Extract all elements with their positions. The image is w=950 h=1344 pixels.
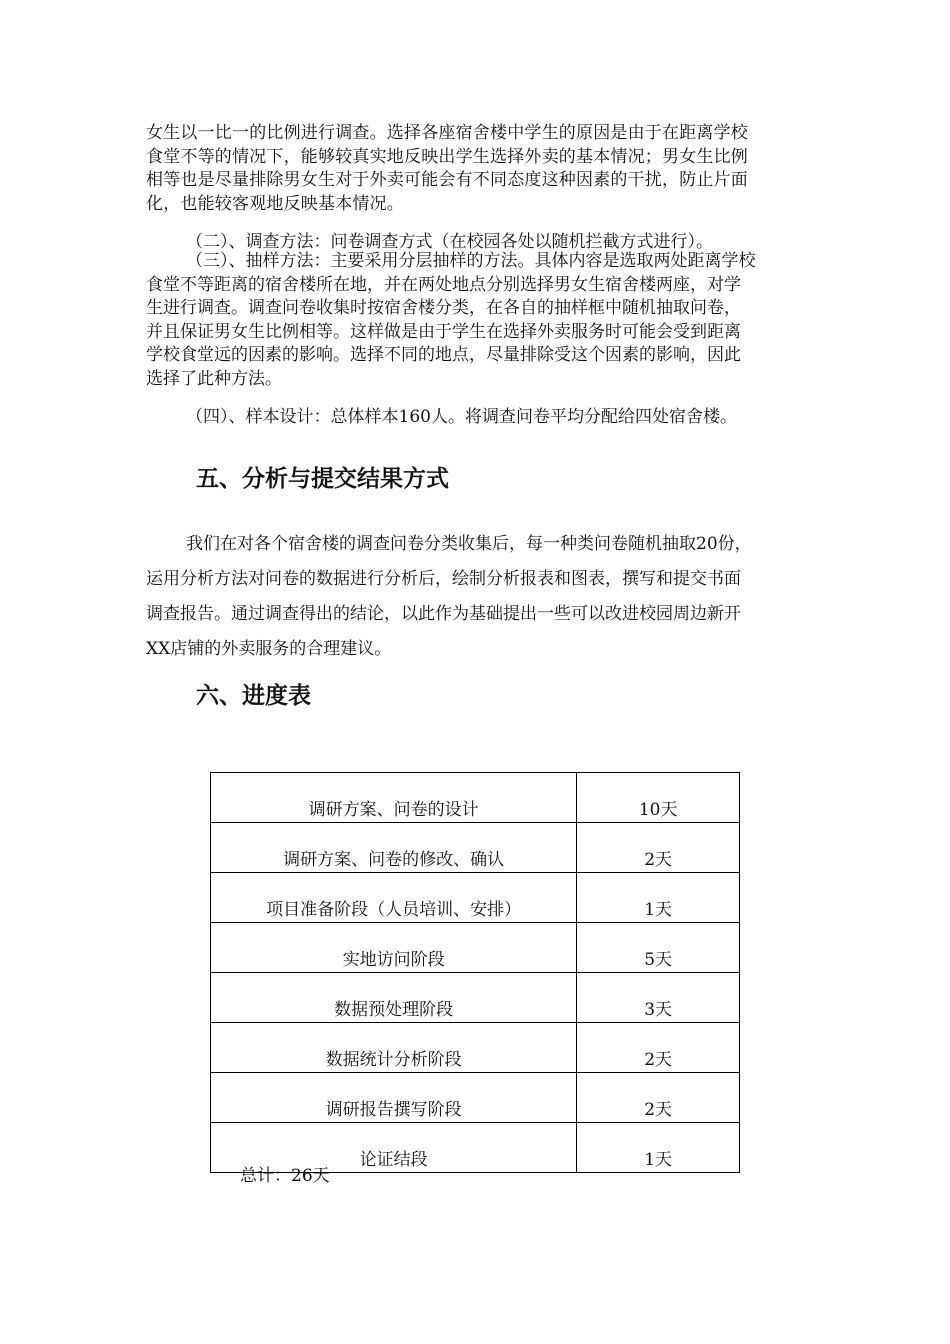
- duration-cell: 10天: [577, 773, 740, 823]
- task-cell: 论证结段: [211, 1123, 577, 1173]
- text-line: XX店铺的外卖服务的合理建议。: [146, 639, 392, 659]
- duration-cell: 3天: [577, 973, 740, 1023]
- task-cell: 调研方案、问卷的设计: [211, 773, 577, 823]
- text-line: 选择了此种方法。: [146, 368, 282, 389]
- task-cell: 项目准备阶段（人员培训、安排）: [211, 873, 577, 923]
- table-row: [211, 823, 740, 873]
- text-line: 生进行调查。调查问卷收集时按宿舍楼分类，在各自的抽样框中随机抽取问卷，: [146, 298, 741, 319]
- table-row: [211, 1073, 740, 1123]
- text-line: 并且保证男女生比例相等。这样做是由于学生在选择外卖服务时可能会受到距离: [146, 321, 741, 342]
- table-row: [211, 773, 740, 823]
- text-line: 我们在对各个宿舍楼的调查问卷分类收集后，每一种类问卷随机抽取20份，: [186, 534, 752, 554]
- schedule-total: 总计：26天: [240, 1166, 330, 1186]
- table-row: [211, 873, 740, 923]
- text-line: 女生以一比一的比例进行调查。选择各座宿舍楼中学生的原因是由于在距离学校: [146, 123, 748, 143]
- text-line: 食堂不等的情况下，能够较真实地反映出学生选择外卖的基本情况；男女生比例: [146, 146, 748, 167]
- table-row: [211, 923, 740, 973]
- text-line: 运用分析方法对问卷的数据进行分析后，绘制分析报表和图表，撰写和提交书面: [146, 569, 741, 589]
- text-line: 调查报告。通过调查得出的结论，以此作为基础提出一些可以改进校园周边新开: [146, 604, 741, 624]
- table-row: [211, 973, 740, 1023]
- text-line: 学校食堂远的因素的影响。选择不同的地点，尽量排除受这个因素的影响，因此: [146, 345, 741, 366]
- sampling-paragraph: [146, 122, 810, 216]
- sample-design-item: （四）、样本设计：总体样本160人。将调查问卷平均分配给四处宿舍楼。: [186, 407, 737, 427]
- task-cell: 调研报告撰写阶段: [211, 1073, 577, 1123]
- sampling-method-item: [146, 250, 810, 392]
- task-cell: 数据预处理阶段: [211, 973, 577, 1023]
- duration-cell: 2天: [577, 1023, 740, 1073]
- duration-cell: 1天: [577, 873, 740, 923]
- text-line: 化，也能较客观地反映基本情况。: [146, 193, 404, 214]
- task-cell: 数据统计分析阶段: [211, 1023, 577, 1073]
- text-line: 相等也是尽量排除男女生对于外卖可能会有不同态度这种因素的干扰，防止片面: [146, 170, 748, 191]
- duration-cell: 1天: [577, 1123, 740, 1173]
- text-line: 食堂不等距离的宿舍楼所在地，并在两处地点分别选择男女生宿舍楼两座，对学: [146, 274, 741, 295]
- analysis-paragraph: [146, 527, 810, 667]
- task-cell: 实地访问阶段: [211, 923, 577, 973]
- survey-method-item: （二）、调查方法：问卷调查方式（在校园各处以随机拦截方式进行）。: [186, 232, 713, 252]
- duration-cell: 2天: [577, 1073, 740, 1123]
- duration-cell: 5天: [577, 923, 740, 973]
- section-heading-schedule: 六、进度表: [196, 683, 311, 709]
- duration-cell: 2天: [577, 823, 740, 873]
- text-line: （三）、抽样方法：主要采用分层抽样的方法。具体内容是选取两处距离学校: [186, 251, 756, 271]
- schedule-table: [210, 772, 740, 1173]
- section-heading-analysis: 五、分析与提交结果方式: [196, 466, 449, 492]
- task-cell: 调研方案、问卷的修改、确认: [211, 823, 577, 873]
- table-row: [211, 1023, 740, 1073]
